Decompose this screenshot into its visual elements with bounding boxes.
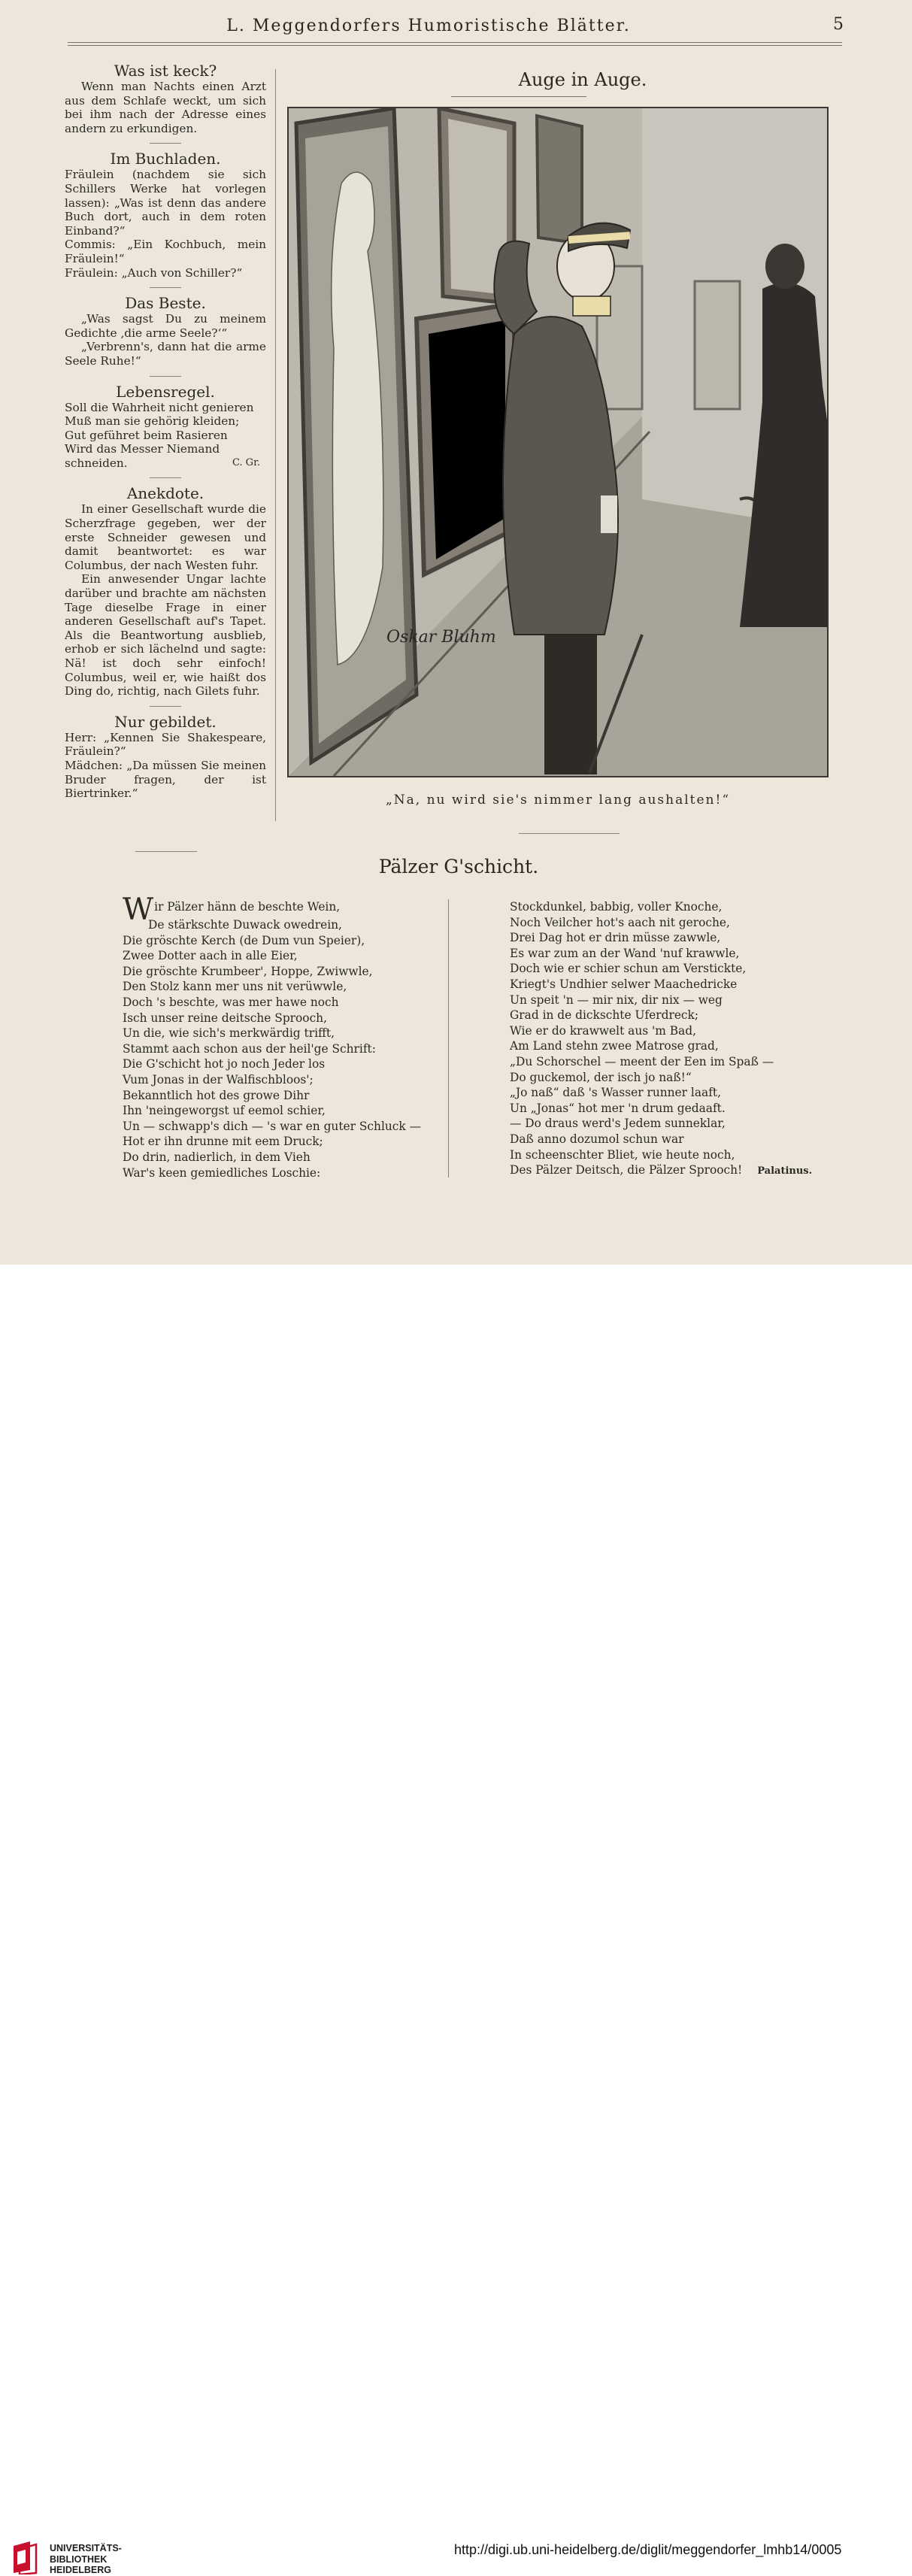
poem-line: Grad in de dickschte Uferdreck; [510,1008,699,1023]
poem-line: Noch Veilcher hot's aach nit geroche, [510,915,730,929]
verse-line: Muß man sie gehörig kleiden; [65,414,240,429]
section-body: Wenn man Nachts einen Arzt aus dem Schlafe weckt, um sich bei ihm nach der Adresse eines andern zu erkundigen. [65,80,266,135]
section-title: Das Beste. [125,294,206,313]
author-signature: C. Gr. [232,456,260,468]
poem-line: Stockdunkel, babbig, voller Knoche, [510,900,723,914]
poem-line: Un speit 'n — mir nix, dir nix — weg [510,993,723,1007]
section-title: Anekdote. [126,484,205,503]
header-rule [68,42,842,43]
verse-line-last [65,456,266,471]
poem-title: Pälzer G'schicht. [378,856,539,877]
dialogue-line: Fräulein: „Auch von Schiller?“ [65,265,243,280]
poem-line: Bekanntlich hot des growe Dihr [123,1088,310,1102]
separator [150,287,181,288]
poem-line: Ihn 'neingeworgst uf eemol schier, [123,1104,326,1118]
poem-line: Die G'schicht hot jo noch Jeder los [123,1057,326,1071]
poem-line-last [510,1162,813,1180]
illustration [287,107,829,777]
section-das-beste [65,294,266,368]
library-name-line: UNIVERSITÄTS- [50,2543,122,2553]
section-lebensregel [65,383,266,471]
poem-line: Des Pälzer Deitsch, die Pälzer Sprooch! [510,1163,743,1177]
illustration-caption: „Na, nu wird sie's nimmer lang aushalten!“ [385,792,731,808]
scanned-page [0,0,912,1265]
title-rule [451,96,586,97]
caption-rule [519,833,620,834]
section-title: Im Buchladen. [110,150,221,168]
poem-line: Vum Jonas in der Walfischbloos'; [123,1072,314,1086]
dialogue-line: Commis: „Ein Kochbuch, mein Fräulein!“ [65,238,266,265]
section-was-ist-keck [65,62,266,135]
column-divider [275,69,276,821]
poem-line: Do drin, nadierlich, in dem Vieh [123,1150,311,1164]
separator [150,477,181,478]
verse-line: Gut geführet beim Rasieren [65,428,228,442]
illustration-title: Auge in Auge. [518,69,647,90]
poem-line: Kriegt's Undhier selwer Maachedricke [510,977,738,991]
illustration-drawing [289,108,827,776]
verse-line: schneiden. [65,456,128,470]
poem-line: „Du Schorschel — meent der Een im Spaß — [510,1054,774,1068]
left-column [65,62,266,801]
poem-line: Wie er do krawwelt aus 'm Bad, [510,1023,696,1038]
poem-line: Do guckemol, der isch jo naß!“ [510,1070,692,1084]
poem-line: Doch 's beschte, was mer hawe noch [123,995,339,1009]
poem-column-right [510,899,813,1180]
artist-signature: Oskar Bluhm [386,628,496,647]
poem-line: Stammt aach schon aus der heil'ge Schrift: [123,1041,376,1056]
running-title: L. Meggendorfers Humoristische Blätter. [226,17,631,35]
poem-divider [448,899,449,1177]
poem-line: Es war zum an der Wand 'nuf krawwle, [510,946,740,960]
dialogue-line: Herr: „Kennen Sie Shakespeare, Fräulein?“ [65,730,266,759]
separator [150,376,181,377]
dialogue-line: Mädchen: „Da müssen Sie meinen Bruder fragen, der ist Biertrinker.“ [65,758,266,801]
poem-line: „Jo naß“ daß 's Wasser runner laaft, [510,1086,721,1100]
dialogue-line: „Was sagst Du zu meinem Gedichte ‚die arme Seele?‘“ [65,312,266,340]
poem-line-text: ir Pälzer hänn de beschte Wein, [154,900,341,914]
poem-line: Daß anno dozumol schun war [510,1132,684,1146]
verse-line: Soll die Wahrheit nicht genieren [65,400,254,414]
permalink-url[interactable]: http://digi.ub.uni-heidelberg.de/diglit/meggendorfer_lmhb14/0005 [454,2542,842,2557]
poem-line: Den Stolz kann mer uns nit verüwwle, [123,980,347,994]
library-name [50,2543,122,2576]
poem-line: — Do draus werd's Jedem sunneklar, [510,1117,726,1131]
section-anekdote [65,484,266,698]
column-end-rule [135,851,197,852]
separator [150,143,181,144]
poem-line: Un die, wie sich's merkwärdig trifft, [123,1026,335,1041]
poem-line: Un „Jonas“ hot mer 'n drum gedaaft. [510,1101,726,1115]
poem-line: Am Land stehn zwee Matrose grad, [510,1039,719,1053]
library-logo-icon [11,2540,44,2574]
section-nur-gebildet [65,713,266,801]
poem-line: Die gröschte Kerch (de Dum vun Speier), [123,933,365,947]
poem-line: In scheenschter Bliet, wie heute noch, [510,1147,735,1162]
dialogue-line: Fräulein (nachdem sie sich Schillers Werke hat vorlegen lassen): „Was ist denn das andere Buch dort, auch in dem roten Einband?“ [65,168,266,238]
poem-column-left [123,893,438,1180]
library-name-line: HEIDELBERG [50,2565,111,2575]
poem-line: Drei Dag hot er drin müsse zawwle, [510,931,721,945]
poem-line: Un — schwapp's dich — 's war en guter Schluck — [123,1119,422,1133]
separator [150,706,181,707]
section-title: Was ist keck? [114,62,217,80]
footer-bar [0,1265,912,2575]
section-title: Nur gebildet. [114,712,217,731]
paragraph: Ein anwesender Ungar lachte darüber und brachte am nächsten Tage dieselbe Frage in einer anderen Gesellschaft auf's Tapet. Als die Beantwortung ausblieb, erhob er sich lächelnd und sagte: Nä! ist doch sehr einfoch! Columbus, weil er, wie haißt dos Ding do, richtig, nach Gilets fuhr. [65,572,266,699]
poem-signature: Palatinus. [757,1165,813,1177]
drop-cap: W [123,893,154,927]
section-im-buchladen [65,150,266,280]
header-rule-2 [68,45,842,46]
paragraph: In einer Gesellschaft wurde die Scherzfrage gegeben, wer der erste Schneider gewesen und damit beantwortet: es war Columbus, der nach Westen fuhr. [65,502,266,572]
poem-line: Isch unser reine deitsche Sprooch, [123,1011,327,1025]
poem-line: Hot er ihn drunne mit eem Druck; [123,1135,323,1149]
poem-line: De stärkschte Duwack owedrein, [148,918,342,932]
dialogue-line: „Verbrenn's, dann hat die arme Seele Ruhe!“ [65,340,266,368]
page-number: 5 [833,15,844,34]
poem-line: War's keen gemiedliches Loschie: [123,1165,321,1180]
section-title: Lebensregel. [116,382,215,401]
verse-line: Wird das Messer Niemand [65,442,220,456]
poem-line: Die gröschte Krumbeer', Hoppe, Zwiwwle, [123,964,373,978]
library-name-line: BIBLIOTHEK [50,2553,108,2565]
poem-line: Doch wie er schier schun am Verstickte, [510,962,747,976]
poem-line: Zwee Dotter aach in alle Eier, [123,949,298,963]
